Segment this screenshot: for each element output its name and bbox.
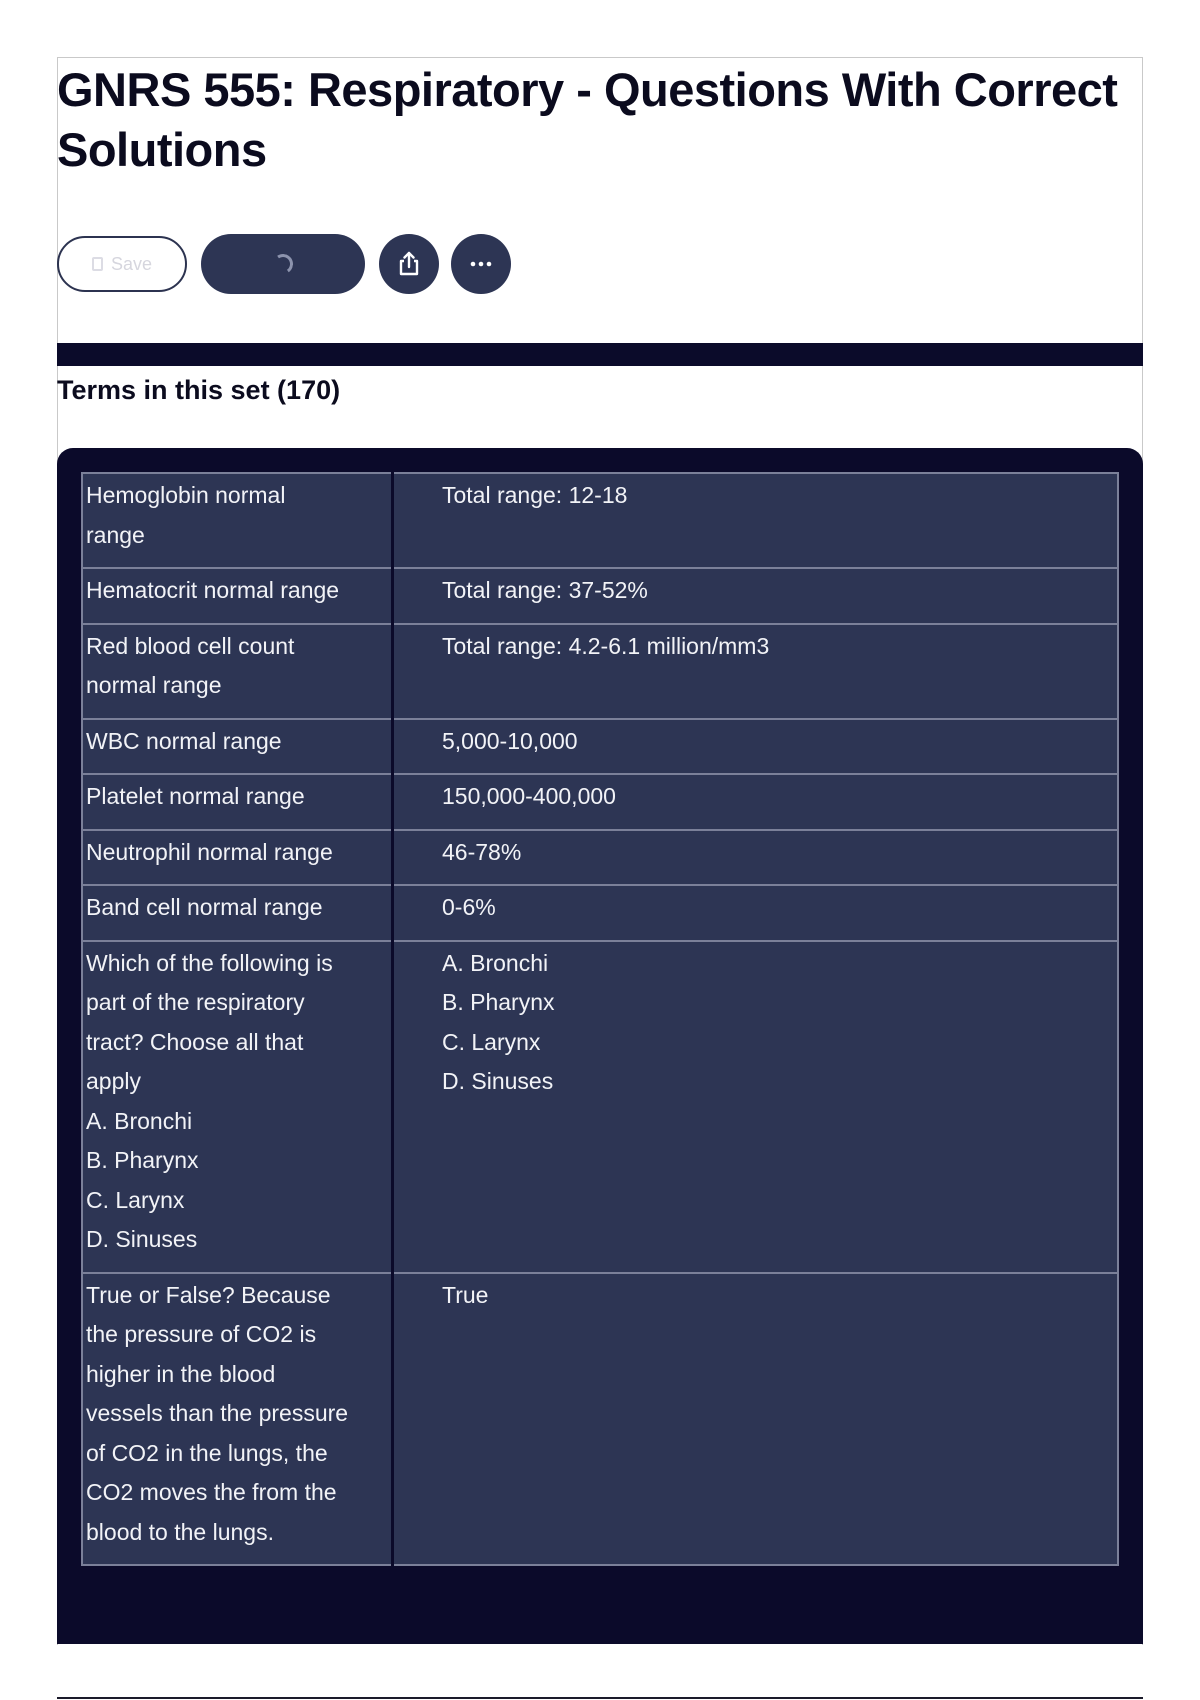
definition-cell xyxy=(393,774,1119,830)
term-row xyxy=(82,473,1118,568)
terms-panel xyxy=(57,448,1143,1644)
term-row xyxy=(82,624,1118,719)
terms-count-heading: Terms in this set (170) xyxy=(57,375,341,405)
definition-cell xyxy=(393,885,1119,941)
definition-text: Total range: 12-18 xyxy=(442,482,628,508)
definition-cell xyxy=(393,624,1119,719)
term-row xyxy=(82,774,1118,830)
definition-cell xyxy=(393,941,1119,1273)
definition-text: Total range: 4.2-6.1 million/mm3 xyxy=(442,632,770,659)
definition-text: A. Bronchi B. Pharynx C. Larynx D. Sinuses xyxy=(442,949,555,1094)
term-cell xyxy=(82,885,393,941)
definition-text: 46-78% xyxy=(442,838,522,865)
definition-cell xyxy=(393,568,1119,624)
share-button[interactable] xyxy=(379,234,439,294)
term-cell xyxy=(82,774,393,830)
term-text: Hemoglobin normal range xyxy=(86,482,286,548)
definition-cell xyxy=(393,1273,1119,1566)
definition-text: 150,000-400,000 xyxy=(442,783,616,809)
term-text: Which of the following is part of the respiratory tract? Choose all that apply A. Bronchi B. Pharynx C. Larynx D. Sinuses xyxy=(86,949,333,1252)
term-row xyxy=(82,941,1118,1273)
spinner-icon xyxy=(271,252,294,275)
term-text: WBC normal range xyxy=(86,727,282,754)
term-text: Hematocrit normal range xyxy=(86,577,340,603)
definition-text: Total range: 37-52% xyxy=(442,577,648,603)
definition-cell xyxy=(393,473,1119,568)
definition-text: 0-6% xyxy=(442,894,496,920)
term-row xyxy=(82,885,1118,941)
definition-cell xyxy=(393,719,1119,775)
page-title: GNRS 555: Respiratory - Questions With Correct Solutions xyxy=(57,63,1118,176)
term-cell xyxy=(82,473,393,568)
more-options-icon xyxy=(467,250,495,278)
term-cell xyxy=(82,830,393,886)
term-cell xyxy=(82,719,393,775)
term-text: True or False? Because the pressure of CO2 is higher in the blood vessels than the pressure of CO2 in the lungs, the CO2 moves the from the blood to the lungs. xyxy=(86,1281,349,1545)
term-cell xyxy=(82,568,393,624)
term-cell xyxy=(82,624,393,719)
term-text: Platelet normal range xyxy=(86,783,305,809)
bottom-divider xyxy=(57,1697,1143,1699)
more-options-button[interactable] xyxy=(451,234,511,294)
term-row xyxy=(82,568,1118,624)
term-text: Red blood cell count normal range xyxy=(86,632,295,698)
term-row xyxy=(82,719,1118,775)
study-button[interactable] xyxy=(201,234,365,294)
terms-table xyxy=(81,472,1119,1566)
term-cell xyxy=(82,1273,393,1566)
save-button[interactable] xyxy=(57,236,187,292)
term-text: Band cell normal range xyxy=(86,894,323,920)
section-divider-bar xyxy=(57,343,1143,366)
save-button-label: Save xyxy=(110,253,153,274)
term-row xyxy=(82,1273,1118,1566)
term-cell xyxy=(82,941,393,1273)
bookmark-icon xyxy=(92,257,103,271)
toolbar xyxy=(57,234,523,294)
definition-text: True xyxy=(442,1281,489,1308)
share-icon xyxy=(395,250,423,278)
definition-cell xyxy=(393,830,1119,886)
term-text: Neutrophil normal range xyxy=(86,838,333,865)
definition-text: 5,000-10,000 xyxy=(442,727,578,754)
term-row xyxy=(82,830,1118,886)
